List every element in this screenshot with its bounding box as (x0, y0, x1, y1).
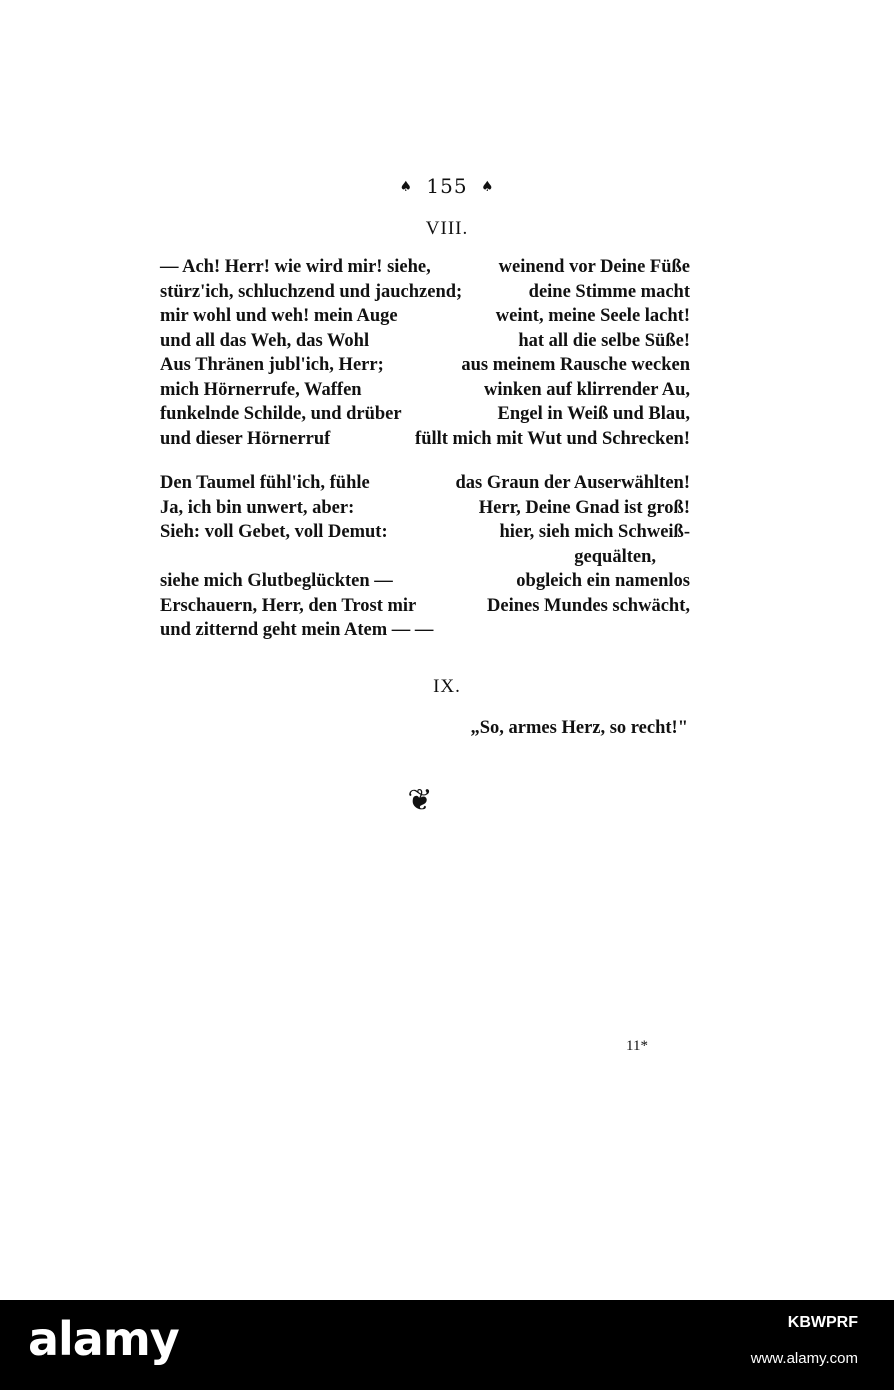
poem-line: und dieser Hörnerruf füllt mich mit Wut und Schrecken! (160, 428, 690, 449)
poem-line: und zitternd geht mein Atem — — (160, 620, 434, 640)
flower-ornament-icon: ❦ (407, 783, 433, 818)
poem-viii (160, 255, 690, 643)
watermark-banner (0, 1300, 894, 1390)
right-ornament-icon: ♠ (480, 179, 495, 195)
section-title-viii: VIII. (425, 218, 469, 239)
poem-line: siehe mich Glutbeglückten — obgleich ein namenlos (160, 571, 690, 591)
poem-line: Sieh: voll Gebet, voll Demut: hier, sieh mich Schweiß- (160, 522, 690, 542)
poem-line: Ja, ich bin unwert, aber: Herr, Deine Gnad ist groß! (160, 497, 690, 518)
poem-line-continuation: gequälten, (574, 546, 656, 567)
stanza-2 (160, 471, 690, 643)
banner-url: www.alamy.com (750, 1350, 858, 1367)
stanza-gap (160, 451, 690, 471)
left-ornament-icon: ♠ (399, 179, 414, 195)
poem-line: Erschauern, Herr, den Trost mir Deines Mundes schwächt, (160, 595, 690, 616)
alamy-logo: alamy (28, 1312, 179, 1366)
image-id: KBWPRF (787, 1314, 858, 1331)
page-header (0, 174, 894, 198)
section-ix-quote: „So, armes Herz, so recht!" (470, 718, 688, 738)
poem-line: — Ach! Herr! wie wird mir! siehe, weinend vor Deine Füße (160, 257, 690, 277)
signature-mark: 11* (626, 1038, 648, 1054)
poem-line: mich Hörnerrufe, Waffen winken auf klirrender Au, (160, 379, 690, 400)
poem-line: Den Taumel fühl'ich, fühle das Graun der Auserwählten! (160, 473, 690, 493)
section-title-ix: IX. (433, 676, 461, 697)
poem-line: stürz'ich, schluchzend und jauchzend; deine Stimme macht (160, 281, 690, 302)
poem-line: Aus Thränen jubl'ich, Herr; aus meinem Rausche wecken (160, 355, 690, 375)
stanza-1 (160, 255, 690, 451)
poem-line: mir wohl und weh! mein Auge weint, meine Seele lacht! (160, 306, 690, 326)
poem-line: und all das Weh, das Wohl hat all die selbe Süße! (160, 330, 690, 351)
page-number: 155 (426, 174, 468, 198)
poem-line: funkelnde Schilde, und drüber Engel in Weiß und Blau, (160, 404, 690, 424)
